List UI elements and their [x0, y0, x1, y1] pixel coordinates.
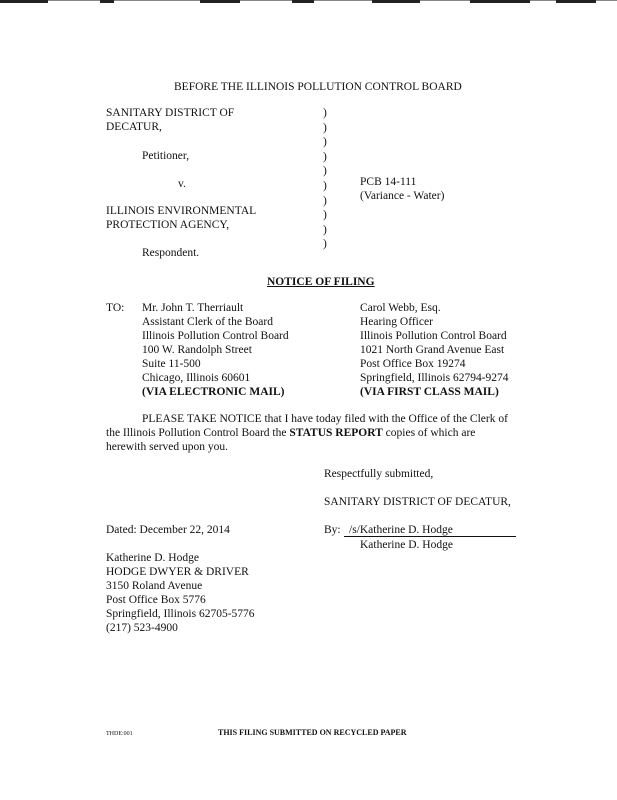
scan-mark — [556, 0, 596, 3]
bracket-char: ) — [323, 150, 327, 163]
notice-body-line2 — [106, 426, 475, 440]
bracket-char: ) — [323, 121, 327, 134]
to-label: TO: — [106, 302, 125, 314]
bracket-char: ) — [323, 194, 327, 207]
bracket-char: ) — [323, 223, 327, 236]
scan-mark — [292, 0, 314, 3]
case-number: PCB 14-111 — [360, 176, 417, 188]
recipient-1-line: Illinois Pollution Control Board — [142, 330, 289, 342]
recipient-1-line: Suite 11-500 — [142, 358, 201, 370]
petitioner-name-line2: DECATUR, — [106, 121, 162, 133]
electronic-signature: /s/Katherine D. Hodge — [349, 524, 453, 536]
respondent-role: Respondent. — [142, 247, 200, 259]
signature-line — [344, 536, 516, 537]
body-text: copies of which are — [382, 427, 476, 439]
petitioner-name-line1: SANITARY DISTRICT OF — [106, 107, 235, 119]
bracket-char: ) — [323, 179, 327, 192]
bracket-char: ) — [323, 107, 327, 119]
notice-body-line3: herewith served upon you. — [106, 441, 228, 453]
respondent-name-line1: ILLINOIS ENVIRONMENTAL — [106, 205, 257, 217]
by-label: By: — [324, 524, 341, 536]
counsel-line: Katherine D. Hodge — [106, 552, 199, 564]
recipient-1-method: (VIA ELECTRONIC MAIL) — [142, 386, 285, 398]
document-number: THDE:001 — [106, 731, 133, 737]
scan-mark — [372, 0, 420, 3]
counsel-line: Springfield, Illinois 62705-5776 — [106, 608, 255, 620]
bracket-char: ) — [323, 136, 327, 149]
versus: v. — [178, 178, 186, 190]
bracket-char: ) — [323, 209, 327, 222]
status-report-title: STATUS REPORT — [289, 427, 383, 439]
recipient-1-line: Mr. John T. Therriault — [142, 302, 244, 314]
party-name: SANITARY DISTRICT OF DECATUR, — [324, 496, 511, 508]
recycled-paper-notice: THIS FILING SUBMITTED ON RECYCLED PAPER — [218, 728, 407, 737]
scan-mark — [470, 0, 530, 3]
recipient-1-line: Assistant Clerk of the Board — [142, 316, 273, 328]
board-heading: BEFORE THE ILLINOIS POLLUTION CONTROL BOARD — [174, 81, 462, 93]
recipient-2-line: 1021 North Grand Avenue East — [360, 344, 505, 356]
counsel-line: HODGE DWYER & DRIVER — [106, 566, 249, 578]
recipient-1-line: 100 W. Randolph Street — [142, 344, 252, 356]
bracket-char: ) — [323, 165, 327, 178]
bracket-char: ) — [323, 238, 327, 251]
caption-bracket — [323, 106, 333, 252]
counsel-line: Post Office Box 5776 — [106, 594, 206, 606]
case-type: (Variance - Water) — [360, 190, 445, 202]
recipient-2-line: Hearing Officer — [360, 316, 433, 328]
counsel-line: (217) 523-4900 — [106, 622, 178, 634]
scan-mark — [200, 0, 240, 3]
scan-mark — [100, 0, 114, 3]
recipient-2-line: Post Office Box 19274 — [360, 358, 466, 370]
notice-title: NOTICE OF FILING — [267, 276, 375, 288]
respondent-name-line2: PROTECTION AGENCY, — [106, 219, 230, 231]
petitioner-role: Petitioner, — [142, 150, 190, 162]
body-text: the Illinois Pollution Control Board the — [106, 427, 290, 439]
recipient-2-method: (VIA FIRST CLASS MAIL) — [360, 386, 499, 398]
scan-mark — [0, 0, 48, 3]
counsel-line: 3150 Roland Avenue — [106, 580, 203, 592]
recipient-2-line: Illinois Pollution Control Board — [360, 330, 507, 342]
recipient-2-line: Carol Webb, Esq. — [360, 302, 441, 314]
recipient-2-line: Springfield, Illinois 62794-9274 — [360, 372, 509, 384]
notice-body-line1: PLEASE TAKE NOTICE that I have today filed with the Office of the Clerk of — [142, 413, 508, 425]
recipient-1-line: Chicago, Illinois 60601 — [142, 372, 251, 384]
dated-line: Dated: December 22, 2014 — [106, 524, 230, 536]
signer-printed-name: Katherine D. Hodge — [360, 539, 453, 551]
closing: Respectfully submitted, — [324, 468, 434, 480]
